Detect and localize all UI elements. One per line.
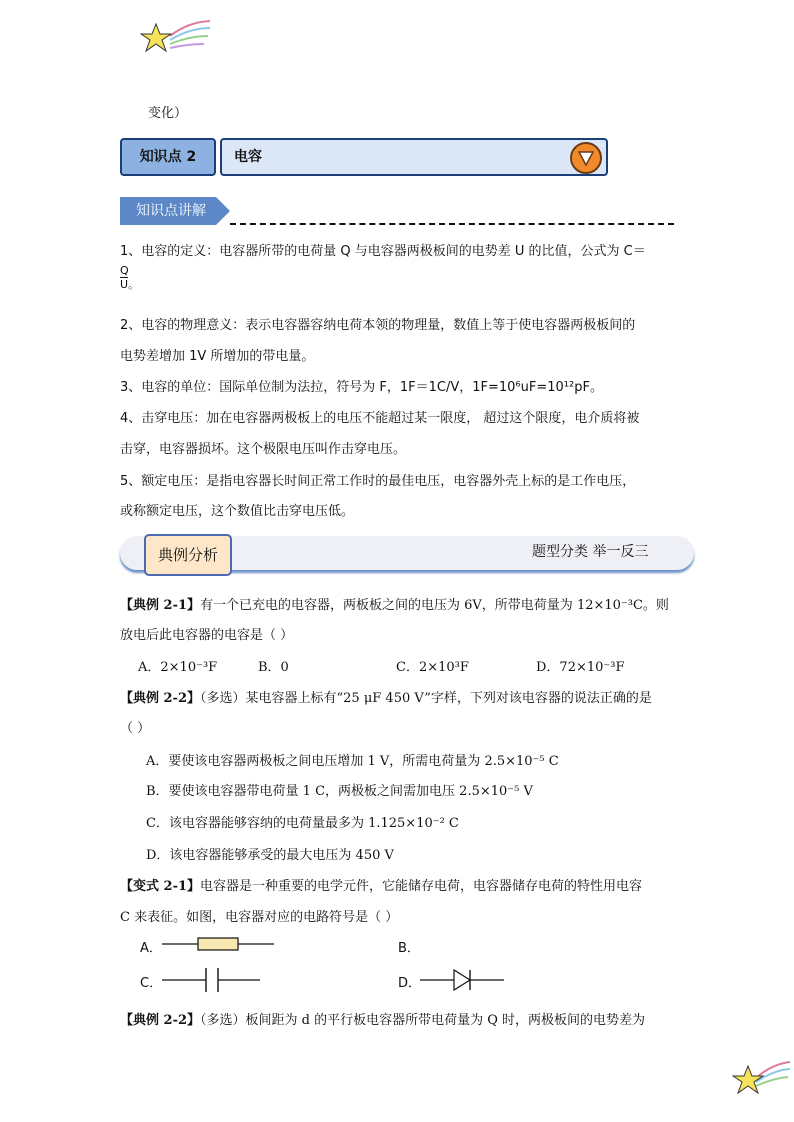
point-5-line-1: 5、额定电压：是指电容器长时间正常工作时的最佳电压，电容器外壳上标的是工作电压， <box>120 474 636 489</box>
lecture-tab: 知识点讲解 <box>120 197 216 225</box>
example-2-2-line-2: （ ） <box>120 721 151 736</box>
point-4-line-2: 击穿，电容器损坏。这个极限电压叫作击穿电压。 <box>120 442 407 457</box>
point-1-end: 。 <box>128 278 140 291</box>
point-1: 1、电容的定义：电容器所带的电荷量 Q 与电容器两极板间的电势差 U 的比值，公式为 C＝ <box>120 244 646 259</box>
variant-option-b-label[interactable]: B． <box>398 941 420 956</box>
expand-toggle-icon[interactable] <box>570 142 602 174</box>
topic-title: 电容 <box>234 149 262 165</box>
variant-option-a-label[interactable]: A． <box>140 941 162 956</box>
star-logo-top <box>140 18 212 58</box>
example-2-1-option-d[interactable]: D．72×10⁻³F <box>536 660 625 675</box>
example-2-2-second <box>120 1009 645 1028</box>
example-2-1-option-b[interactable]: B．0 <box>258 660 289 675</box>
header-fragment: 变化） <box>148 106 188 121</box>
dashed-divider <box>230 223 674 225</box>
variant-2-1 <box>120 875 642 894</box>
variant-option-d-label[interactable]: D． <box>398 976 422 991</box>
example-2-2-second-tag: 【典例 2-2】 <box>120 1013 201 1028</box>
fraction-denominator: U <box>120 278 129 291</box>
example-2-2 <box>120 687 652 706</box>
example-2-2-second-line-1: （多选）板间距为 d 的平行板电容器所带电荷量为 Q 时，两极板间的电势差为 <box>200 1013 646 1028</box>
resistor-symbol[interactable] <box>162 934 274 954</box>
variant-2-1-line-1: 电容器是一种重要的电学元件，它能储存电荷，电容器储存电荷的特性用电容 <box>200 879 643 894</box>
variant-2-1-tag: 【变式 2-1】 <box>120 879 201 894</box>
formula-fraction <box>120 264 139 291</box>
topic-header <box>220 138 608 176</box>
point-4-line-1: 4、击穿电压：加在电容器两极板上的电压不能超过某一限度， 超过这个限度，电介质将被 <box>120 411 640 426</box>
point-2-line-2: 电势差增加 1V 所增加的带电量。 <box>120 349 315 364</box>
star-logo-bottom <box>732 1058 792 1098</box>
point-5-line-2: 或称额定电压，这个数值比击穿电压低。 <box>120 504 355 519</box>
point-3: 3、电容的单位：国际单位制为法拉，符号为 F，1F＝1C/V，1F=10⁶uF=10¹²pF。 <box>120 380 603 395</box>
example-2-1-tag: 【典例 2-1】 <box>120 598 201 613</box>
triangle-down-icon <box>572 144 600 172</box>
example-2-2-tag: 【典例 2-2】 <box>120 691 201 706</box>
example-2-1-option-c[interactable]: C．2×10³F <box>396 660 469 675</box>
example-2-2-option-b[interactable]: B．要使该电容器带电荷量 1 C，两极板之间需加电压 2.5×10⁻⁵ V <box>146 784 533 799</box>
variant-option-c-label[interactable]: C． <box>140 976 163 991</box>
example-2-2-option-a[interactable]: A．要使该电容器两极板之间电压增加 1 V，所需电荷量为 2.5×10⁻⁵ C <box>146 754 559 769</box>
example-2-2-option-c[interactable]: C．该电容器能够容纳的电荷量最多为 1.125×10⁻² C <box>146 816 459 831</box>
example-2-1-line-1: 有一个已充电的电容器，两板板之间的电压为 6V，所带电荷量为 12×10⁻³C。则 <box>200 598 669 613</box>
example-2-1-option-a[interactable]: A．2×10⁻³F <box>138 660 218 675</box>
analysis-banner-subtitle: 题型分类 举一反三 <box>532 544 649 560</box>
variant-2-1-line-2: C 来表征。如图，电容器对应的电路符号是（ ） <box>120 910 399 925</box>
example-2-2-option-d[interactable]: D．该电容器能够承受的最大电压为 450 V <box>146 848 394 863</box>
analysis-banner-tab: 典例分析 <box>144 534 232 576</box>
example-2-1 <box>120 594 669 613</box>
example-2-2-line-1: （多选）某电容器上标有“25 μF 450 V”字样，下列对该电容器的说法正确的是 <box>200 691 652 706</box>
lecture-tab-arrow <box>216 197 230 225</box>
point-2-line-1: 2、电容的物理意义：表示电容器容纳电荷本领的物理量，数值上等于使电容器两极板间的 <box>120 318 636 333</box>
capacitor-symbol[interactable] <box>162 966 260 994</box>
diode-symbol[interactable] <box>420 966 504 994</box>
knowledge-point-label: 知识点 2 <box>120 138 216 176</box>
fraction-numerator: Q <box>120 264 129 277</box>
example-2-1-line-2: 放电后此电容器的电容是（ ） <box>120 628 294 643</box>
